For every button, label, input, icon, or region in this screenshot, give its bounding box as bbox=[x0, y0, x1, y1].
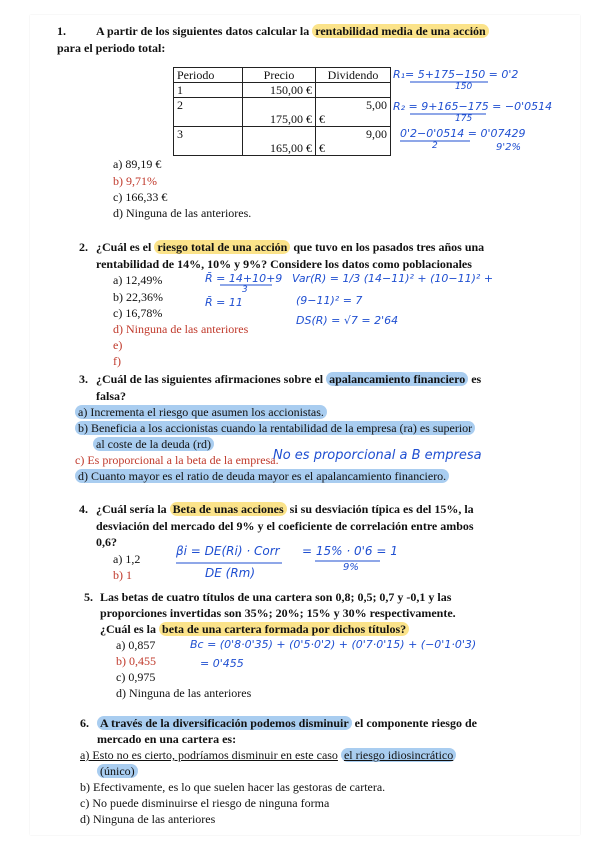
note-q4-formula: βi = DE(Ri) · Corr bbox=[176, 544, 280, 558]
q6-option-c[interactable]: c) No puede disminuirse el riesgo de ninguna forma bbox=[80, 796, 330, 810]
q4-title-pre: ¿Cuál sería la bbox=[96, 502, 167, 516]
q4-option-b[interactable]: b) 1 bbox=[113, 568, 132, 582]
note-q1-r1: R₁= 5+175−150 = 0'2 bbox=[393, 68, 519, 81]
q3-title-pre: ¿Cuál de las siguientes afirmaciones sobre el bbox=[96, 372, 324, 386]
q5-option-a[interactable]: a) 0,857 bbox=[116, 638, 156, 652]
note-q3: No es proporcional a B empresa bbox=[273, 448, 482, 463]
note-q1-r2: R₂ = 9+165−175 = −0'0514 bbox=[393, 100, 553, 113]
q1-number: 1. bbox=[57, 24, 66, 38]
q5-highlight: beta de una cartera formada por dichos títulos? bbox=[159, 622, 409, 636]
note-q1-result: 9'2% bbox=[496, 142, 521, 153]
note-q1-r2-den: 175 bbox=[455, 114, 473, 124]
table-cell: 2 bbox=[174, 98, 243, 127]
q4-title-line2: desviación del mercado del 9% y el coeficiente de correlación entre ambos bbox=[96, 519, 474, 533]
q6-option-a-text: a) Esto no es cierto, podríamos disminuir en este caso bbox=[80, 748, 338, 762]
table-cell: 150,00 € bbox=[243, 83, 316, 98]
table-cell: 1 bbox=[174, 83, 243, 98]
note-q2-var: Var(R) = 1/3 (14−11)² + (10−11)² + bbox=[292, 272, 494, 285]
note-q1-avg-den: 2 bbox=[432, 141, 438, 151]
q2-option-a[interactable]: a) 12,49% bbox=[113, 273, 163, 287]
note-q2-mean-result: R̄ = 11 bbox=[205, 296, 243, 309]
q3-option-a-text: a) Incrementa el riesgo que asumen los accionistas. bbox=[75, 405, 327, 419]
q6-option-a-line2-text: (único) bbox=[97, 764, 138, 778]
q6-number: 6. bbox=[80, 716, 89, 730]
note-q4-calc: = 15% · 0'6 = 1 bbox=[302, 544, 398, 558]
q4-highlight: Beta de unas acciones bbox=[170, 502, 287, 516]
q3-number: 3. bbox=[79, 372, 88, 386]
table-header-cell: Precio bbox=[243, 68, 316, 83]
q2-option-b[interactable]: b) 22,36% bbox=[113, 290, 163, 304]
q6-option-b[interactable]: b) Efectivamente, es lo que suelen hacer las gestoras de cartera. bbox=[80, 780, 386, 794]
q5-title-line2: proporciones invertidas son 35%; 20%; 15% y 30% respectivamente. bbox=[100, 606, 456, 620]
q1-option-d[interactable]: d) Ninguna de las anteriores. bbox=[113, 206, 252, 220]
table-cell: 165,00 € bbox=[243, 127, 316, 156]
table-cell-currency: € bbox=[319, 141, 325, 155]
table-header-cell: Dividendo bbox=[316, 68, 391, 83]
q2-number: 2. bbox=[79, 240, 88, 254]
q3-option-b-text: b) Beneficia a los accionistas cuando la rentabilidad de la empresa (ra) es superior bbox=[75, 421, 475, 435]
q2-option-c[interactable]: c) 16,78% bbox=[113, 306, 163, 320]
q3-option-b-line2-text: al coste de la deuda (rd) bbox=[93, 437, 214, 451]
q1-option-c[interactable]: c) 166,33 € bbox=[113, 190, 168, 204]
q6-title-post: el componente riesgo de bbox=[354, 716, 477, 730]
q6-title-line2: mercado en una cartera es: bbox=[97, 732, 237, 746]
q3-title-line2: falsa? bbox=[96, 389, 126, 403]
q3-option-d-text: d) Cuanto mayor es el ratio de deuda mayor es el apalancamiento financiero. bbox=[75, 469, 449, 483]
q4-title-line3: 0,6? bbox=[96, 535, 117, 549]
q5-option-d[interactable]: d) Ninguna de las anteriores bbox=[116, 686, 252, 700]
table-cell: 175,00 € bbox=[243, 98, 316, 127]
q2-title-pre: ¿Cuál es el bbox=[96, 240, 152, 254]
q6-highlight: A través de la diversificación podemos disminuir bbox=[97, 716, 352, 730]
table-cell-currency: € bbox=[319, 112, 325, 126]
q1-title-pre: A partir de los siguientes datos calcular la bbox=[96, 24, 310, 38]
q6-option-d[interactable]: d) Ninguna de las anteriores bbox=[80, 812, 216, 826]
q3-title-post: es bbox=[471, 372, 482, 386]
q5-option-b[interactable]: b) 0,455 bbox=[116, 654, 156, 668]
q5-title-line1: Las betas de cuatro títulos de una cartera son 0,8; 0,5; 0,7 y -0,1 y las bbox=[100, 590, 452, 604]
note-q2-mean: R̄ = 14+10+9 bbox=[205, 272, 283, 285]
q4-title-post: si su desviación típica es del 15%, la bbox=[289, 502, 474, 516]
note-q4-calc-den: 9% bbox=[343, 562, 359, 573]
table-cell: 3 bbox=[174, 127, 243, 156]
note-q5-calc: Bc = (0'8·0'35) + (0'5·0'2) + (0'7·0'15) + (−0'1·0'3) bbox=[190, 638, 477, 651]
note-q1-r1-den: 150 bbox=[455, 82, 473, 92]
note-q5-result: = 0'455 bbox=[200, 657, 244, 670]
q5-option-c[interactable]: c) 0,975 bbox=[116, 670, 156, 684]
q2-option-e[interactable]: e) bbox=[113, 338, 123, 352]
table-header-cell: Periodo bbox=[174, 68, 243, 83]
table-cell-value: 9,00 bbox=[366, 127, 387, 141]
q3-option-c[interactable]: c) Es proporcional a la beta de la empresa. bbox=[75, 453, 279, 467]
q1-title-line2: para el periodo total: bbox=[57, 41, 166, 55]
note-q2-mean-den: 3 bbox=[242, 285, 248, 295]
table-cell-value: 5,00 bbox=[366, 98, 387, 112]
note-q2-std: DS(R) = √7 = 2'64 bbox=[296, 314, 399, 327]
q2-option-f[interactable]: f) bbox=[113, 354, 121, 368]
q2-highlight: riesgo total de una acción bbox=[154, 240, 290, 254]
q3-highlight: apalancamiento financiero bbox=[326, 372, 468, 386]
q6-option-a-highlight: el riesgo idiosincrático bbox=[341, 748, 456, 762]
q1-option-a[interactable]: a) 89,19 € bbox=[113, 157, 162, 171]
q5-number: 5. bbox=[84, 590, 93, 604]
q2-option-d[interactable]: d) Ninguna de las anteriores bbox=[113, 322, 249, 336]
q4-number: 4. bbox=[79, 502, 88, 516]
q2-title-post: que tuvo en los pasados tres años una bbox=[293, 240, 485, 254]
q5-title-pre: ¿Cuál es la bbox=[100, 622, 157, 636]
q4-option-a[interactable]: a) 1,2 bbox=[113, 552, 141, 566]
q1-highlight: rentabilidad media de una acción bbox=[312, 24, 488, 38]
q1-option-b[interactable]: b) 9,71% bbox=[113, 174, 157, 188]
note-q2-var2: (9−11)² = 7 bbox=[296, 294, 363, 307]
note-q1-avg: 0'2−0'0514 = 0'07429 bbox=[400, 127, 526, 140]
note-q4-formula-den: DE (Rm) bbox=[205, 566, 256, 580]
q2-title-line2: rentabilidad de 14%, 10% y 9%? Considere los datos como poblacionales bbox=[96, 257, 472, 271]
